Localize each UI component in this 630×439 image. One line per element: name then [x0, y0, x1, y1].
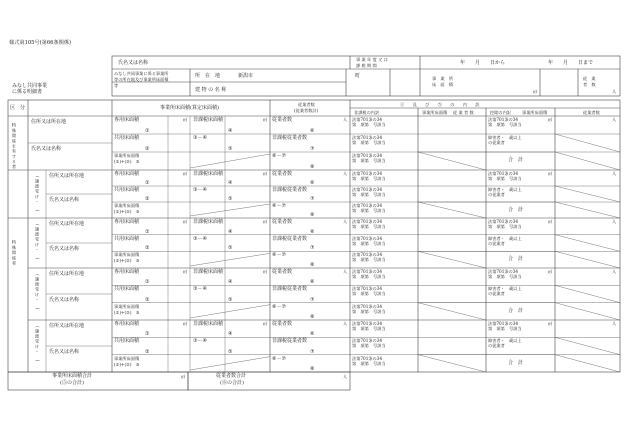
g3-emp-label: 従業者数: [272, 219, 293, 225]
g1-c1: ①: [145, 128, 150, 134]
g1-law-1a: 法第701条の34: [352, 117, 383, 122]
g4-total-label-2: (①)+(②) ③: [114, 309, 140, 315]
g1-total-label-1: 事業所床面積: [114, 153, 140, 158]
g3-c4: ④: [228, 228, 233, 235]
g5-c3m4: ③－④: [193, 338, 207, 345]
g2-c7: ⑦: [310, 196, 315, 202]
g5-deduct-m2: ㎡: [548, 321, 553, 326]
g2-nontax-emp-label: 非課税従業者数: [272, 187, 308, 193]
g5-disabled-2: の従業者: [488, 343, 505, 349]
g2-law-2a: 第 項第 号該当: [352, 176, 386, 181]
name-label: 氏名又は名称: [118, 60, 149, 66]
side-related: 特殊関係者: [12, 240, 17, 266]
g5-c6m7: ⑥－⑦: [272, 355, 286, 362]
g1-c3m4: ③－④: [193, 135, 207, 141]
g1-c4: ④: [228, 128, 233, 134]
period-to: 年 月 日まで: [548, 60, 594, 66]
g5-c2: ②: [145, 348, 150, 355]
g1-addr-label: 住所又は所在地: [31, 119, 67, 125]
g3-c7: ⑦: [310, 245, 315, 252]
g2-nontax-area-label: 非課税床面積: [193, 171, 224, 177]
g5-law-1a: 法第701条の34: [352, 321, 383, 326]
g4-deduct-law-2: 第 項第 号該当: [488, 274, 522, 279]
g2-m2-own: ㎡: [183, 171, 188, 176]
g4-addr-label: 住所又は所在地: [49, 271, 85, 277]
g1-disabled-2: の従業者: [488, 140, 505, 145]
col-deduct-3: 従業者数: [583, 110, 600, 115]
emp-label-2: 者 数: [583, 82, 596, 87]
g3-own-area-label: 専用床面積: [114, 219, 140, 225]
g2-own-area-label: 専用床面積: [114, 171, 140, 177]
g1-name-label: 氏名又は名称: [31, 146, 62, 152]
g2-law-1c: 法第701条の34: [352, 203, 383, 208]
g5-deduct-person: 人: [612, 321, 617, 326]
header-m2: ㎡: [533, 89, 538, 94]
g1-c8: ⑧: [310, 164, 315, 170]
g5-law-1b: 法第701条の34: [352, 338, 383, 344]
g4-deduct-person: 人: [612, 269, 617, 274]
col-emp-1: 従業者数: [298, 102, 315, 107]
side-special: 特殊関係を有する者: [12, 123, 17, 170]
g3-c8: ⑧: [310, 262, 315, 268]
g4-total-label-1: 事業所床面積: [114, 303, 140, 309]
g4-deduct-m2: ㎡: [548, 269, 553, 274]
g5-total-label-1: 事業所床面積: [114, 355, 140, 361]
g1-shared-area-label: 共用床面積: [114, 135, 140, 141]
side-juyu-2: (譲渡受け・ ): [35, 224, 40, 261]
g1-m2-nontax: ㎡: [263, 117, 268, 122]
g3-law-1a: 法第701条の34: [352, 219, 383, 224]
g5-person: 人: [343, 321, 348, 326]
col-kubun: 区 分: [10, 105, 26, 111]
col-nontax-3: 従 業 者 数: [453, 110, 474, 115]
g5-nontax-area-label: 非課税床面積: [193, 321, 224, 327]
g4-disabled-1: 障害者・ 歳以上: [488, 286, 522, 292]
g3-nontax-area-label: 非課税床面積: [193, 219, 224, 225]
g3-person: 人: [343, 219, 348, 224]
location-desc-3: 等: [114, 83, 119, 88]
g4-law-1a: 法第701条の34: [352, 269, 383, 274]
g4-law-1c: 法第701条の34: [352, 303, 383, 309]
g2-deduct-person: 人: [612, 171, 617, 176]
g4-c8: ⑧: [310, 314, 315, 320]
location-city: 新潟市: [238, 73, 254, 79]
g4-emp-label: 従業者数: [272, 269, 293, 275]
g3-total-label-2: (①)+(②) ③: [114, 258, 140, 264]
g3-c3m4: ③－④: [193, 235, 207, 242]
g3-m2-own: ㎡: [183, 219, 188, 224]
g5-law-2c: 第 項第 号該当: [352, 360, 386, 366]
floor-label-2: 床 面 積: [432, 82, 453, 87]
g1-deduct-law-2: 第 項第 号該当: [488, 122, 522, 127]
g3-deduct-person: 人: [612, 219, 617, 224]
g4-c2: ②: [145, 296, 150, 303]
g1-disabled-1: 障害者・ 歳以上: [488, 135, 522, 140]
g3-name-label: 氏名又は名称: [49, 246, 80, 252]
g3-m2-nontax: ㎡: [263, 219, 268, 224]
g5-c5: ⑤: [228, 348, 233, 355]
g5-c8: ⑧: [310, 366, 315, 372]
g2-sum: 合 計: [508, 207, 524, 213]
form-number: 様式第105号(第66条関係): [9, 40, 72, 46]
g3-c2: ②: [145, 245, 150, 252]
g3-c5: ⑤: [228, 245, 233, 252]
g2-c6: ⑥: [310, 180, 315, 186]
g2-emp-label: 従業者数: [272, 171, 293, 177]
g4-name-label: 氏名又は名称: [49, 297, 80, 303]
side-juyu-1: (譲渡受け・ ): [35, 176, 40, 213]
g5-law-2b: 第 項第 号該当: [352, 343, 386, 349]
location-desc-2: 等の所在地及び事業所床面積: [114, 77, 169, 82]
g5-deduct-law-1: 法第701条の34: [488, 321, 519, 326]
g2-c6m7: ⑥－⑦: [272, 203, 286, 209]
g5-own-area-label: 専用床面積: [114, 321, 140, 327]
g2-deduct-m2: ㎡: [548, 171, 553, 176]
g5-sum: 合 計: [508, 359, 524, 366]
g1-law-1b: 法第701条の34: [352, 135, 383, 140]
g1-nontax-area-label: 非課税床面積: [193, 117, 224, 123]
g4-own-area-label: 専用床面積: [114, 269, 140, 275]
g4-person: 人: [343, 269, 348, 274]
g4-nontax-area-label: 非課税床面積: [193, 269, 224, 275]
g5-disabled-1: 障害者・ 歳以上: [488, 338, 522, 344]
footer-person: 人: [343, 374, 348, 379]
g1-law-2c: 第 項第 号該当: [352, 158, 386, 163]
g3-deduct-m2: ㎡: [548, 219, 553, 224]
g4-m2-nontax: ㎡: [263, 269, 268, 274]
g3-deduct-law-1: 法第701条の34: [488, 219, 519, 224]
g3-c1: ①: [145, 228, 150, 235]
g1-c6: ⑥: [310, 128, 315, 134]
g3-law-2c: 第 項第 号該当: [352, 257, 386, 263]
g1-law-2a: 第 項第 号該当: [352, 122, 386, 127]
g5-c1: ①: [145, 331, 150, 338]
col-breakdown: ㋑ 及 び ㋒ の 内 訳: [400, 102, 480, 107]
g1-deduct-m2: ㎡: [548, 117, 553, 122]
g4-law-1b: 法第701条の34: [352, 286, 383, 292]
g4-c6m7: ⑥－⑦: [272, 303, 286, 310]
g4-c3m4: ③－④: [193, 286, 207, 293]
side-juyu-3: (譲渡受け・ ): [35, 274, 40, 311]
g1-own-area-label: 専用床面積: [114, 117, 140, 123]
g1-c2: ②: [145, 146, 150, 152]
g4-m2-own: ㎡: [183, 269, 188, 274]
g3-c6: ⑥: [310, 228, 315, 235]
g2-c8: ⑧: [310, 212, 315, 218]
g1-c5: ⑤: [228, 146, 233, 152]
g3-law-1b: 法第701条の34: [352, 235, 383, 241]
g2-law-2c: 第 項第 号該当: [352, 208, 386, 213]
g5-law-2a: 第 項第 号該当: [352, 326, 386, 331]
footer-area-1: 事業所床面積合計: [52, 373, 93, 379]
g2-deduct-law-1: 法第701条の34: [488, 171, 519, 176]
g4-deduct-law-1: 法第701条の34: [488, 269, 519, 274]
floor-label-1: 事 業 所: [432, 76, 453, 81]
g1-person: 人: [343, 117, 348, 122]
g5-emp-label: 従業者数: [272, 321, 293, 327]
g3-law-2a: 第 項第 号該当: [352, 224, 386, 229]
g4-disabled-2: の従業者: [488, 291, 505, 297]
col-nontax-2: 事業所床面積: [422, 110, 448, 115]
g4-c4: ④: [228, 279, 233, 286]
g5-deduct-law-2: 第 項第 号該当: [488, 326, 522, 331]
g2-c4: ④: [228, 180, 233, 186]
g3-disabled-1: 障害者・ 歳以上: [488, 235, 522, 241]
joint-label-1: みなし共同事業: [12, 83, 48, 89]
joint-label-2: に係る明細書: [12, 89, 43, 95]
col-emp-2: (従業者数計): [294, 108, 319, 113]
g1-deduct-law-1: 法第701条の34: [488, 117, 519, 122]
g2-m2-nontax: ㎡: [263, 171, 268, 176]
g5-shared-area-label: 共用床面積: [114, 338, 140, 345]
location-town: 町: [355, 73, 361, 79]
g4-law-2b: 第 項第 号該当: [352, 291, 386, 297]
location-label: 所 在 地: [195, 73, 221, 79]
col-floor-area: 事業所床面積(算定床面積): [160, 105, 219, 111]
g4-c6: ⑥: [310, 279, 315, 286]
g5-addr-label: 住所又は所在地: [49, 323, 85, 329]
g1-m2-own: ㎡: [183, 117, 188, 122]
g2-person: 人: [343, 171, 348, 176]
g1-total-label-2: (①)+(②) ③: [114, 159, 140, 164]
g3-nontax-emp-label: 非課税従業者数: [272, 235, 308, 242]
g4-sum: 合 計: [508, 307, 524, 314]
g1-sum: 合 計: [508, 157, 524, 163]
g5-nontax-emp-label: 非課税従業者数: [272, 338, 308, 345]
side-juyu-4: (譲渡受け・ ): [35, 326, 40, 363]
g5-law-1c: 法第701条の34: [352, 355, 383, 361]
g5-total-label-2: (①)+(②) ③: [114, 361, 140, 367]
header-person: 人: [612, 89, 617, 94]
emp-label-1: 従 業: [583, 76, 596, 81]
g4-c7: ⑦: [310, 296, 315, 303]
g5-c7: ⑦: [310, 348, 315, 355]
g2-c5: ⑤: [228, 196, 233, 202]
g4-nontax-emp-label: 非課税従業者数: [272, 286, 308, 293]
g4-c5: ⑤: [228, 296, 233, 303]
g4-law-2c: 第 項第 号該当: [352, 308, 386, 314]
g2-deduct-law-2: 第 項第 号該当: [488, 176, 522, 181]
g2-shared-area-label: 共用床面積: [114, 187, 140, 193]
g2-disabled-1: 障害者・ 歳以上: [488, 187, 522, 192]
col-deduct-1: 控除の内訳: [490, 110, 511, 115]
g5-c4: ④: [228, 331, 233, 338]
g3-addr-label: 住所又は所在地: [49, 221, 85, 227]
g4-law-2a: 第 項第 号該当: [352, 274, 386, 279]
period-label-1: 事 業 年 度 又 は: [356, 57, 388, 62]
g2-c2: ②: [145, 196, 150, 202]
period-from: 年 月 日から: [460, 60, 506, 66]
period-label-2: 課 税 期 間: [356, 62, 377, 68]
col-nontax-1: 非課税の内訳: [354, 110, 380, 115]
g1-c6m7: ⑥－⑦: [272, 153, 286, 159]
col-deduct-2: 事業所床面積: [522, 110, 548, 115]
g3-total-label-1: 事業所床面積: [114, 252, 140, 258]
g1-deduct-person: 人: [612, 117, 617, 122]
g3-shared-area-label: 共用床面積: [114, 235, 140, 242]
footer-area-2: (⑤の合計): [60, 380, 84, 386]
g3-deduct-law-2: 第 項第 号該当: [488, 224, 522, 229]
g2-name-label: 氏名又は名称: [49, 197, 80, 203]
g2-c1: ①: [145, 180, 150, 186]
g1-emp-label: 従業者数: [272, 117, 293, 123]
g1-c7: ⑦: [310, 146, 315, 152]
g5-name-label: 氏名又は名称: [49, 349, 80, 355]
g1-law-1c: 法第701条の34: [352, 153, 383, 158]
g1-nontax-emp-label: 非課税従業者数: [272, 135, 308, 141]
g4-c1: ①: [145, 279, 150, 286]
g2-c3m4: ③－④: [193, 187, 207, 193]
footer-m2: ㎡: [181, 374, 186, 379]
g3-law-1c: 法第701条の34: [352, 252, 383, 258]
building-label: 建 物 の 名 称: [195, 87, 227, 93]
g2-total-label-2: (①)+(②) ③: [114, 209, 140, 214]
g1-law-2b: 第 項第 号該当: [352, 140, 386, 145]
g2-disabled-2: の従業者: [488, 192, 505, 197]
g2-law-1a: 法第701条の34: [352, 171, 383, 176]
g2-law-2b: 第 項第 号該当: [352, 192, 386, 197]
g2-total-label-1: 事業所床面積: [114, 203, 140, 208]
g4-shared-area-label: 共用床面積: [114, 286, 140, 293]
g3-disabled-2: の従業者: [488, 240, 505, 246]
footer-emp-1: 従業者数合計: [216, 373, 247, 379]
g2-addr-label: 住所又は所在地: [49, 173, 85, 179]
g5-c6: ⑥: [310, 331, 315, 338]
g3-law-2b: 第 項第 号該当: [352, 240, 386, 246]
g3-sum: 合 計: [508, 256, 524, 263]
g5-m2-nontax: ㎡: [263, 321, 268, 326]
g5-m2-own: ㎡: [183, 321, 188, 326]
g2-law-1b: 法第701条の34: [352, 187, 383, 192]
g3-c6m7: ⑥－⑦: [272, 252, 286, 259]
footer-emp-2: (⑧の合計): [220, 380, 244, 386]
location-desc-1: みなし共同事業に係る事業所: [114, 71, 169, 76]
